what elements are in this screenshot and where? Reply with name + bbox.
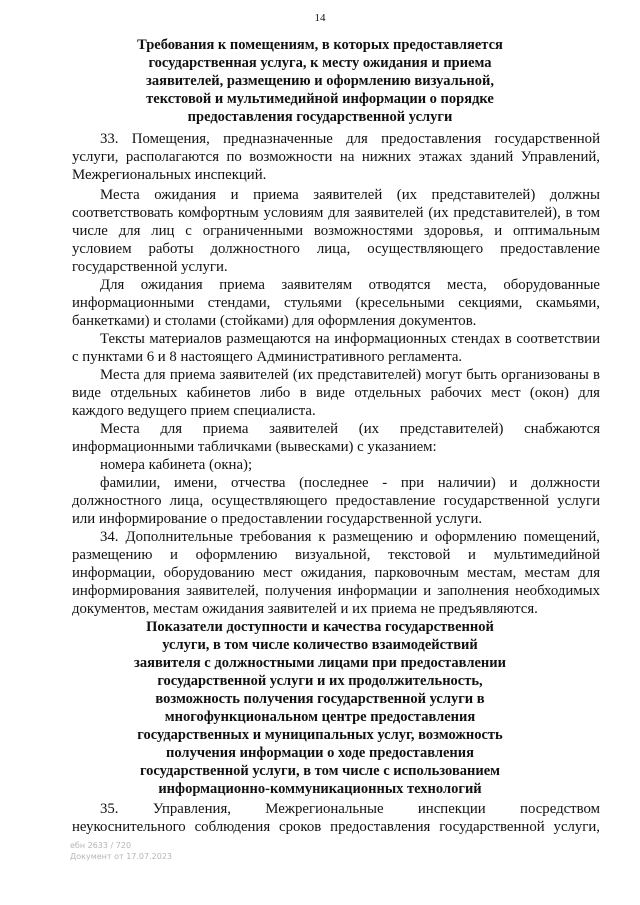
heading-line: государственной услуги и их продолжительность,	[157, 673, 483, 689]
heading-line: государственных и муниципальных услуг, возможность	[137, 727, 503, 743]
footer-stamp-line: Документ от 17.07.2023	[70, 852, 173, 861]
heading-line: многофункциональном центре предоставления	[164, 709, 476, 725]
heading-line: возможность получения государственной услуги в	[155, 691, 485, 707]
paragraph-line: Межрегиональных инспекций.	[72, 167, 267, 183]
paragraph-line: условием работы должностного лица, осуществляющего предоставление	[72, 241, 600, 257]
paragraph-line: с пунктами 6 и 8 настоящего Административного регламента.	[72, 349, 463, 365]
paragraph-line: Для ожидания приема заявителям отводятся места, оборудованные	[100, 277, 600, 293]
paragraph-line: государственной услуги.	[72, 259, 228, 275]
heading-line: заявителя с должностными лицами при предоставлении	[134, 655, 506, 671]
paragraph-line: неукоснительного соблюдения сроков предоставления государственной услуги,	[72, 819, 600, 835]
paragraph-line: виде отдельных кабинетов либо в виде отдельных рабочих мест (окон) для	[72, 385, 600, 401]
paragraph-line: или информирование о предоставлении государственной услуги.	[72, 511, 483, 527]
paragraph-line: числе для лиц с ограниченными возможностями здоровья, и оптимальным	[72, 223, 600, 239]
paragraph-line: фамилии, имени, отчества (последнее - при наличии) и должности	[100, 475, 600, 491]
heading-line: получения информации о ходе предоставления	[166, 745, 474, 761]
heading-line: государственная услуга, к месту ожидания и приема	[148, 55, 492, 71]
paragraph-line: каждого ведущего прием специалиста.	[72, 403, 316, 419]
heading-line: услуги, в том числе количество взаимодействий	[162, 637, 478, 653]
paragraph-line: информации, оборудованию мест ожидания, парковочным местам, местам для	[72, 565, 600, 581]
section-heading-premises	[0, 36, 640, 126]
heading-line: государственной услуги, в том числе с использованием	[139, 763, 501, 779]
paragraph-line: Места ожидания и приема заявителей (их представителей) должны	[100, 187, 600, 203]
paragraph-line: документов, местам ожидания заявителей и их приема не предъявляются.	[72, 601, 538, 617]
page-number: 14	[314, 12, 326, 24]
paragraph-line: Тексты материалов размещаются на информационных стендах в соответствии	[100, 331, 600, 347]
paragraph-line: 35. Управления, Межрегиональные инспекции посредством	[100, 801, 600, 817]
paragraph-line: банкетками) и столами (стойками) для оформления документов.	[72, 313, 477, 329]
paragraph-line: Места для приема заявителей (их представителей) могут быть организованы в	[100, 367, 600, 383]
paragraph-line: информирования заявителей, получения информации и заполнения необходимых	[72, 583, 600, 599]
heading-line: информационно-коммуникационных технологий	[158, 781, 482, 797]
paragraph-line: информационными стендами, стульями (кресельными секциями, скамьями,	[72, 295, 600, 311]
heading-line: Показатели доступности и качества государственной	[146, 619, 494, 635]
paragraph-line: номера кабинета (окна);	[100, 457, 253, 473]
paragraph-line: должностного лица, осуществляющего предоставление государственной услуги	[72, 493, 600, 509]
heading-line: заявителей, размещению и оформлению визуальной,	[146, 73, 494, 89]
heading-line: предоставления государственной услуги	[187, 109, 453, 125]
paragraph-line: соответствовать комфортным условиям для заявителей (их представителей), в том	[72, 205, 600, 221]
paragraph-line: услуги, располагаются по возможности на нижних этажах зданий Управлений,	[72, 149, 600, 165]
paragraph-line: информационными табличками (вывесками) с указанием:	[72, 439, 437, 455]
footer-stamp-line: ебн 2633 / 720	[70, 841, 132, 850]
paragraph-line: 33. Помещения, предназначенные для предоставления государственной	[100, 131, 600, 147]
section-heading-indicators	[0, 618, 640, 798]
heading-line: Требования к помещениям, в которых предоставляется	[137, 37, 503, 53]
heading-line: текстовой и мультимедийной информации о порядке	[146, 91, 494, 107]
paragraph-line: размещению и оформлению визуальной, текстовой и мультимедийной	[72, 547, 600, 563]
paragraph-line: 34. Дополнительные требования к размещению и оформлению помещений,	[100, 529, 600, 545]
paragraph-line: Места для приема заявителей (их представителей) снабжаются	[100, 421, 600, 437]
